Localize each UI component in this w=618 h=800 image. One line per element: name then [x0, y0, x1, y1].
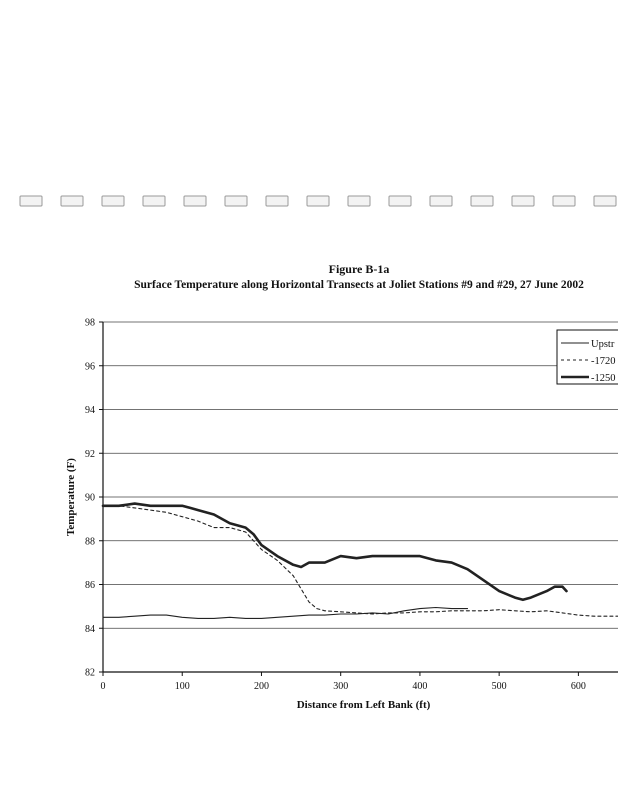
y-tick-label: 96 [85, 361, 95, 373]
binder-hole-strip [0, 190, 618, 214]
y-tick-label: 98 [85, 317, 95, 329]
series-layer [103, 504, 618, 619]
binder-hole [266, 196, 288, 206]
y-tick-label: 94 [85, 405, 95, 416]
legend-label: -1250 [591, 373, 616, 384]
legend-label: Upstr [591, 339, 615, 350]
binder-hole [20, 196, 42, 206]
y-tick-label: 84 [85, 623, 95, 635]
figure-title: Surface Temperature along Horizontal Transects at Joliet Stations #9 and #29, 27 June 2002 [134, 279, 584, 291]
x-tick-label: 200 [253, 681, 269, 692]
x-tick-label: 100 [174, 681, 190, 692]
y-tick-label: 90 [85, 492, 95, 504]
legend-label: -1720 [591, 356, 616, 367]
binder-hole [143, 196, 165, 206]
binder-hole [512, 196, 534, 206]
binder-hole [225, 196, 247, 206]
figure-title-block [100, 262, 618, 291]
x-tick-label: 500 [491, 681, 507, 692]
binder-hole [102, 196, 124, 206]
legend [557, 330, 618, 384]
grid-layer [103, 322, 618, 628]
x-tick-label: 0 [100, 681, 106, 692]
binder-hole [430, 196, 452, 206]
binder-hole [348, 196, 370, 206]
y-tick-label: 92 [85, 448, 95, 460]
series-line-1250 [103, 504, 567, 600]
series-line-1720 [103, 506, 618, 616]
binder-hole [389, 196, 411, 206]
y-axis-title: Temperature (F) [65, 458, 77, 536]
x-tick-label: 400 [412, 681, 428, 692]
binder-hole [61, 196, 83, 206]
figure-label: Figure B-1a [328, 262, 390, 276]
series-line-upstr [103, 608, 468, 619]
binder-hole [471, 196, 493, 206]
x-axis-title: Distance from Left Bank (ft) [296, 699, 431, 711]
binder-hole [553, 196, 575, 206]
temperature-line-chart [0, 300, 618, 720]
binder-hole [184, 196, 206, 206]
y-tick-label: 88 [85, 536, 95, 548]
y-tick-label: 82 [85, 667, 95, 679]
y-tick-label: 86 [85, 580, 95, 591]
binder-hole [307, 196, 329, 206]
x-tick-label: 600 [570, 681, 586, 692]
binder-hole [594, 196, 616, 206]
x-tick-label: 300 [333, 681, 349, 692]
